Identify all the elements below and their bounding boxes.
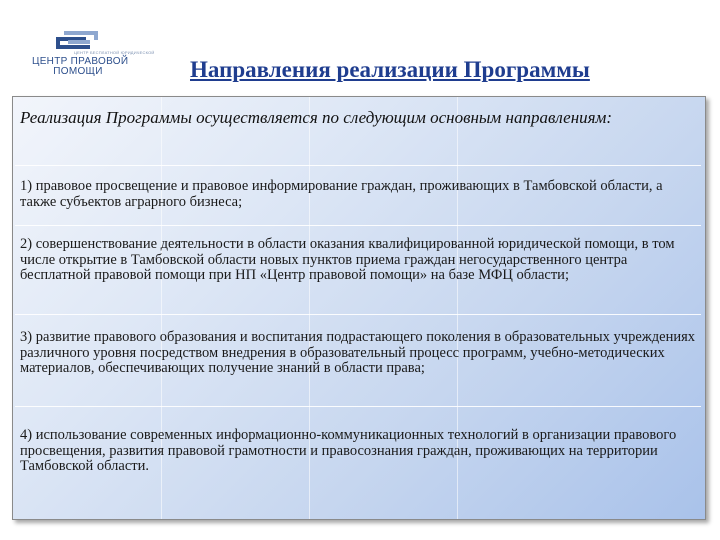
divider <box>15 314 701 315</box>
divider <box>15 225 701 226</box>
direction-item-4: 4) использование современных информационно-коммуникационных технологий в организации правового просвещения, развития правовой грамотности и правосознания граждан, проживающих на территории Тамбовской области. <box>20 427 677 474</box>
logo-caption: ЦЕНТР БЕСПЛАТНОЙ ЮРИДИЧЕСКОЙ <box>74 50 155 55</box>
direction-item-1: 1) правовое просвещение и правовое информирование граждан, проживающих в Тамбовской области, а также субъектов аграрного бизнеса; <box>20 178 663 210</box>
divider <box>15 406 701 407</box>
divider <box>15 165 701 166</box>
direction-item-3: 3) развитие правового образования и воспитания подрастающего поколения в образовательных учреждениях различного уровня посредством внедрения в образовательный процесс программ, учебно-методических материалов, обеспечивающих получение знаний в области права; <box>20 329 696 376</box>
page-title: Направления реализации Программы <box>190 57 590 82</box>
logo <box>30 26 155 78</box>
logo-text-line1: ЦЕНТР ПРАВОВОЙ <box>32 56 129 67</box>
direction-item-2: 2) совершенствование деятельности в области оказания квалифицированной юридической помощи, в том числе открытие в Тамбовской области новых пунктов приема граждан негосударственного центра бесплатной правовой помощи при НП «Центр правовой помощи» на базе МФЦ области; <box>20 236 675 283</box>
intro-text: Реализация Программы осуществляется по следующим основным направлениям: <box>20 108 613 127</box>
logo-text-line2: ПОМОЩИ <box>53 66 103 77</box>
logo-mark-icon <box>54 30 100 50</box>
content-panel <box>12 96 706 520</box>
